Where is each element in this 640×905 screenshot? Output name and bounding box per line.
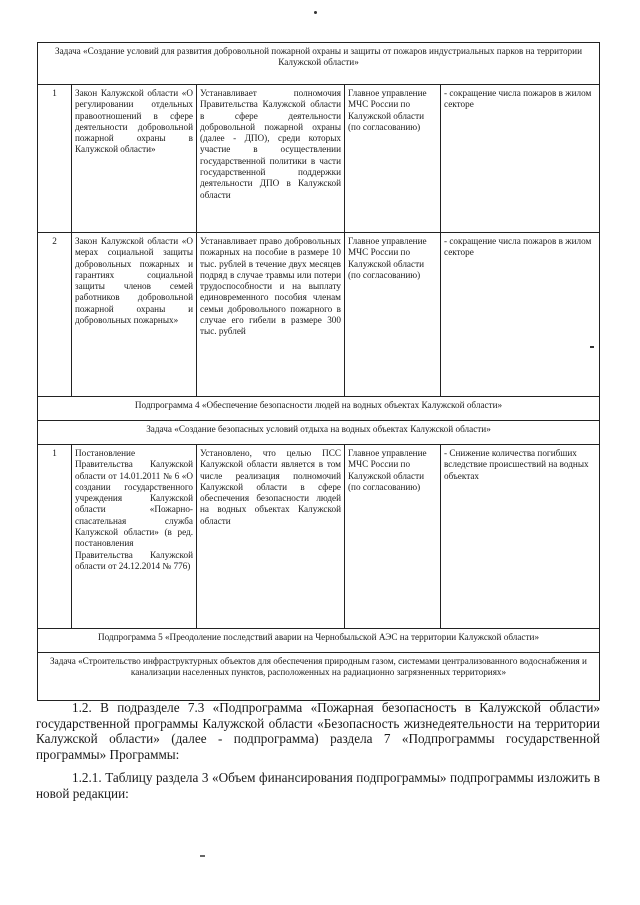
task-header-row bbox=[38, 43, 600, 85]
scan-speck bbox=[314, 11, 317, 14]
amendment-paragraph: 1.2. В подразделе 7.3 «Подпрограмма «Пожарная безопасность в Калужской области» государственной программы Калужской области «Безопасность жизнедеятельности на территории Калужской области» (далее - подпрограмма) раздела 7 «Подпрограммы государственной программы» Программы: bbox=[36, 700, 600, 762]
subprogram-header-row bbox=[38, 397, 600, 421]
responsible-executor: Главное управление МЧС России по Калужской области (по согласованию) bbox=[345, 85, 441, 233]
scan-speck bbox=[200, 855, 205, 857]
legal-act: Закон Калужской области «О мерах социальной защиты добровольных пожарных и гарантиях социальной защиты членов семей работников добровольной пожарной охраны и добровольных пожарных» bbox=[72, 233, 197, 397]
task-header-row bbox=[38, 653, 600, 701]
task-header-row bbox=[38, 421, 600, 445]
table-row bbox=[38, 85, 600, 233]
legal-act: Закон Калужской области «О регулировании отдельных правоотношений в сфере деятельности добровольной пожарной охраны в Калужской области» bbox=[72, 85, 197, 233]
responsible-executor: Главное управление МЧС России по Калужской области (по согласованию) bbox=[345, 233, 441, 397]
row-number: 2 bbox=[38, 233, 72, 397]
table-row bbox=[38, 445, 600, 629]
expected-result: - сокращение числа пожаров в жилом секторе bbox=[441, 85, 600, 233]
subprogram-header-row bbox=[38, 629, 600, 653]
act-description: Устанавливает полномочия Правительства Калужской области в сфере деятельности добровольной пожарной охраны (далее - ДПО), среди которых участие в осуществлении государственной политики в части государственной поддержки деятельности ДПО в Калужской области bbox=[197, 85, 345, 233]
subprogram-header: Подпрограмма 4 «Обеспечение безопасности людей на водных объектах Калужской области» bbox=[38, 397, 600, 421]
legal-act: Постановление Правительства Калужской области от 14.01.2011 № 6 «О создании государственного учреждения Калужской области «Пожарно-спасательная служба Калужской области» (в ред. постановления Правительства Калужской области от 24.12.2014 № 776) bbox=[72, 445, 197, 629]
task-header: Задача «Создание условий для развития добровольной пожарной охраны и защиты от пожаров индустриальных парков на территории Калужской области» bbox=[38, 43, 600, 85]
row-number: 1 bbox=[38, 85, 72, 233]
responsible-executor: Главное управление МЧС России по Калужской области (по согласованию) bbox=[345, 445, 441, 629]
task-header: Задача «Создание безопасных условий отдыха на водных объектах Калужской области» bbox=[38, 421, 600, 445]
table-row bbox=[38, 233, 600, 397]
amendment-paragraph: 1.2.1. Таблицу раздела 3 «Объем финансирования подпрограммы» подпрограммы изложить в новой редакции: bbox=[36, 770, 600, 801]
expected-result: - сокращение числа пожаров в жилом секторе bbox=[441, 233, 600, 397]
act-description: Установлено, что целью ПСС Калужской области является в том числе реализация полномочий Калужской области в сфере обеспечения безопасности людей на водных объектах Калужской области bbox=[197, 445, 345, 629]
row-number: 1 bbox=[38, 445, 72, 629]
act-description: Устанавливает право добровольных пожарных на пособие в размере 10 тыс. рублей в течение двух месяцев подряд в случае травмы или потери трудоспособности и на выплату единовременного пособия членам семьи добровольного пожарного в случае его гибели в размере 300 тыс. рублей bbox=[197, 233, 345, 397]
expected-result: - Снижение количества погибших вследствие происшествий на водных объектах bbox=[441, 445, 600, 629]
measures-table bbox=[37, 42, 600, 701]
subprogram-header: Подпрограмма 5 «Преодоление последствий аварии на Чернобыльской АЭС на территории Калужской области» bbox=[38, 629, 600, 653]
task-header: Задача «Строительство инфраструктурных объектов для обеспечения природным газом, системами централизованного водоснабжения и канализации населенных пунктов, расположенных на радиационно загрязненных территориях» bbox=[38, 653, 600, 701]
